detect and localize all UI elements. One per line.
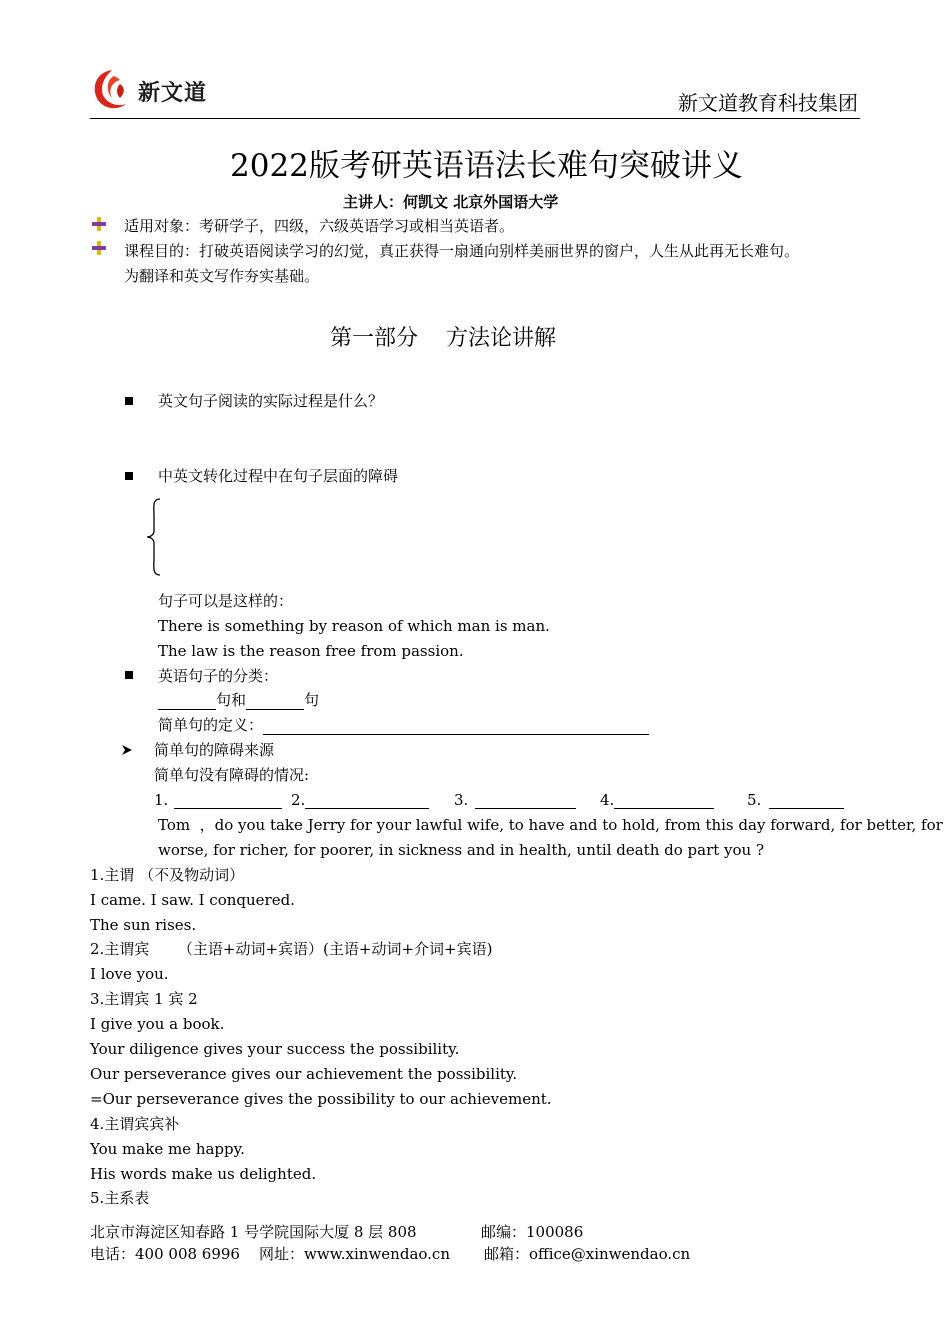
body-line: 5.主系表 [90,1189,150,1207]
number-2: 2. [291,791,306,809]
left-brace-icon [144,497,164,577]
number-4: 4. [600,791,615,809]
number-1: 1. [154,791,169,809]
example-1: There is something by reason of which man is man. [158,617,550,635]
fill-blank[interactable] [174,792,282,809]
fill-blank[interactable] [305,792,429,809]
numbered-blanks [154,790,854,810]
fill-blank[interactable] [158,693,216,710]
fill-blank[interactable] [769,792,844,809]
classify-end: 句 [304,691,320,709]
arrow-bullet-icon [121,744,133,756]
square-bullet-icon [125,397,133,405]
body-line: 1.主谓 （不及物动词） [90,866,245,884]
bullet-icon [92,217,106,231]
question-3: 英语句子的分类： [158,667,279,685]
body-line: I give you a book. [90,1015,225,1033]
logo-text: 新文道 [138,81,208,106]
fill-blank[interactable] [614,792,714,809]
phoenix-logo-icon [90,66,134,112]
body-line: Your diligence gives your success the possibility. [90,1040,460,1058]
question-1: 英文句子阅读的实际过程是什么？ [158,392,384,410]
vow-line-1: Tom ，do you take Jerry for your lawful wife, to have and to hold, from this day forward, for better, for [158,816,943,834]
fill-blank[interactable] [246,693,304,710]
body-line: =Our perseverance gives the possibility to our achievement. [90,1090,552,1108]
obstacle-source: 简单句的障碍来源 [154,741,275,759]
classify-mid: 句和 [216,691,247,709]
question-2: 中英文转化过程中在句子层面的障碍 [158,467,399,485]
square-bullet-icon [125,671,133,679]
sentence-can-be: 句子可以是这样的： [158,592,294,610]
body-line: His words make us delighted. [90,1165,317,1183]
vow-line-2: worse, for richer, for poorer, in sickness and in health, until death do part you ? [158,841,765,859]
body-line: You make me happy. [90,1140,245,1158]
fill-blank[interactable] [475,792,576,809]
logo [90,66,220,112]
footer-postcode: 邮编：100086 [481,1223,584,1241]
body-line: I came. I saw. I conquered. [90,891,295,909]
body-line: 4.主谓宾宾补 [90,1115,180,1133]
body-line: 2.主谓宾 （主语+动词+宾语）(主语+动词+介词+宾语) [90,940,493,958]
square-bullet-icon [125,472,133,480]
body-line: The sun rises. [90,916,197,934]
footer-email: 邮箱：office@xinwendao.cn [484,1245,691,1263]
goal-text-1: 课程目的：打破英语阅读学习的幻觉，真正获得一扇通向别样美丽世界的窗户，人生从此再无长难句。 [124,242,800,260]
company-name: 新文道教育科技集团 [678,91,858,115]
page-title: 2022版考研英语语法长难句突破讲义 [230,148,743,184]
header-divider [90,118,860,119]
bullet-icon [92,241,106,255]
part-heading: 第一部分 方法论讲解 [330,326,556,351]
example-2: The law is the reason free from passion. [158,642,464,660]
body-line: 3.主谓宾 1 宾 2 [90,990,198,1008]
body-line: I love you. [90,965,169,983]
audience-text: 适用对象：考研学子，四级，六级英语学习或相当英语者。 [124,217,515,235]
classification-line [158,690,319,710]
body-line: Our perseverance gives our achievement the possibility. [90,1065,518,1083]
definition-label: 简单句的定义： [158,716,264,734]
footer-address: 北京市海淀区知春路 1 号学院国际大厦 8 层 808 [90,1223,417,1241]
fill-blank[interactable] [263,718,649,735]
goal-text-2: 为翻译和英文写作夯实基础。 [124,267,320,285]
no-obstacle: 简单句没有障碍的情况: [154,766,310,784]
footer-phone: 电话：400 008 6996 网址：www.xinwendao.cn [90,1245,450,1263]
definition-line [158,715,649,735]
lecturer: 主讲人：何凯文 北京外国语大学 [343,193,559,211]
number-5: 5. [747,791,762,809]
number-3: 3. [454,791,469,809]
